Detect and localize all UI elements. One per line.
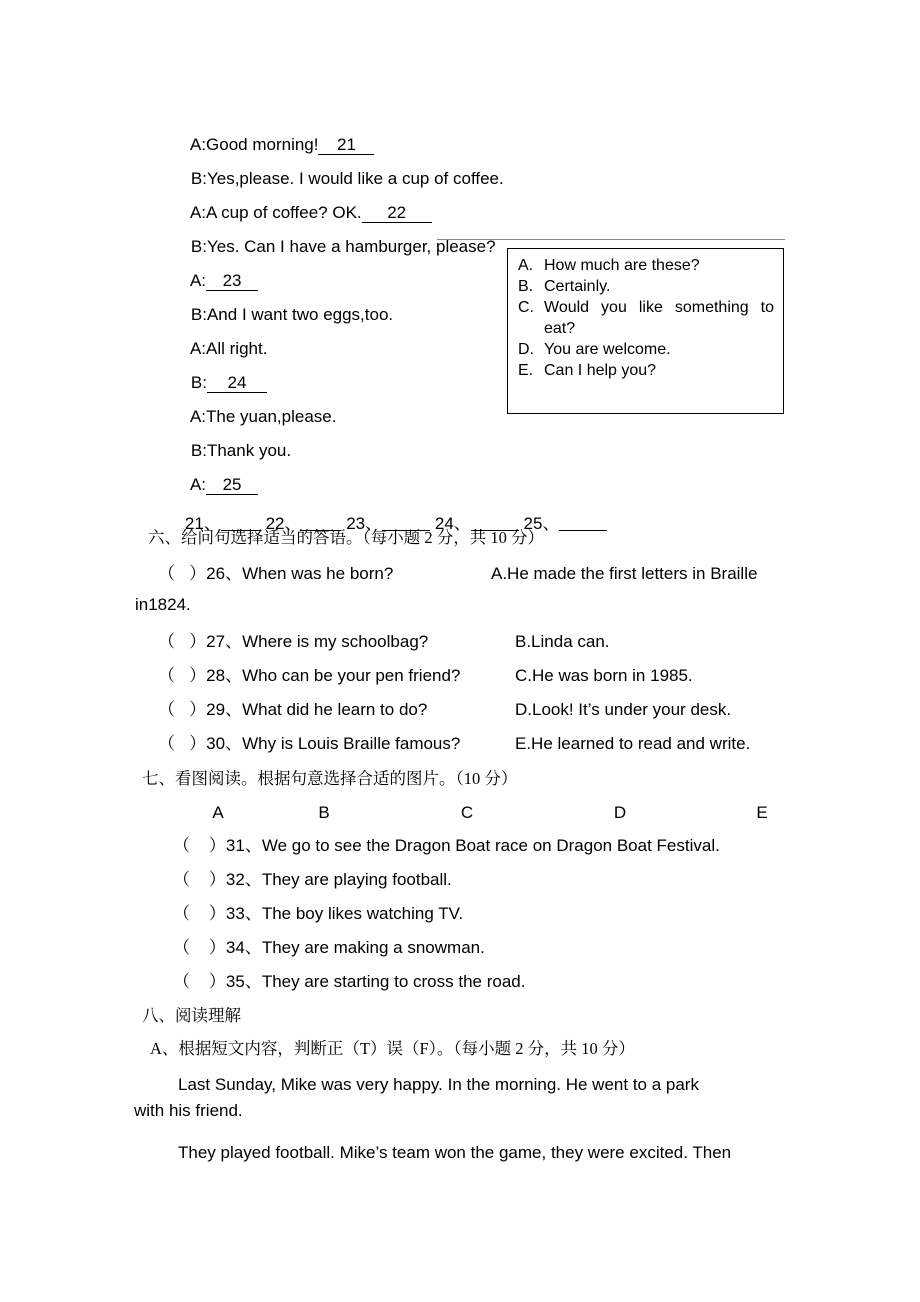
- question-32-text: They are playing football.: [261, 870, 452, 889]
- picture-letter-c: C: [460, 803, 474, 822]
- question-33-bracket[interactable]: （ ）: [173, 904, 226, 923]
- dialogue-text: B:: [190, 373, 207, 392]
- question-31: [173, 837, 720, 855]
- question-27-num: 27、: [206, 632, 243, 651]
- answer-choice-d: D.Look! It’s under your desk.: [515, 700, 732, 719]
- question-33: [173, 905, 463, 923]
- option-a[interactable]: [518, 257, 700, 275]
- passage-para1-line2: with his friend.: [134, 1101, 243, 1120]
- question-33-text: The boy likes watching TV.: [261, 904, 464, 923]
- question-26: [158, 565, 393, 583]
- dialogue-text: B:Yes,please. I would like a cup of coffee.: [190, 169, 504, 188]
- dialogue-text: B:Thank you.: [190, 441, 292, 460]
- question-28-text: Who can be your pen friend?: [242, 666, 461, 685]
- question-30-bracket[interactable]: （ ）: [158, 734, 207, 753]
- question-33-num: 33、: [225, 904, 262, 923]
- options-box: [507, 248, 784, 414]
- question-35-bracket[interactable]: （ ）: [173, 972, 226, 991]
- answer-choice-a-wrap: in1824.: [135, 595, 191, 614]
- dialogue-blank-24[interactable]: 24: [207, 374, 267, 393]
- picture-letter-d: D: [613, 803, 627, 822]
- passage-para2-line1: They played football. Mike’s team won the game, they were excited. Then: [178, 1143, 732, 1162]
- dialogue-blank-23[interactable]: 23: [206, 272, 258, 291]
- option-d-label: D.: [518, 341, 534, 358]
- question-31-text: We go to see the Dragon Boat race on Dragon Boat Festival.: [261, 836, 720, 855]
- question-34-text: They are making a snowman.: [261, 938, 485, 957]
- question-26-bracket[interactable]: （ ）: [158, 564, 207, 583]
- question-34-num: 34、: [225, 938, 262, 957]
- answer-choice-c: C.He was born in 1985.: [515, 666, 693, 685]
- option-a-label: A.: [518, 257, 534, 274]
- question-28-num: 28、: [206, 666, 243, 685]
- question-32: [173, 871, 452, 889]
- picture-letter-b: B: [318, 803, 330, 822]
- option-e[interactable]: [518, 362, 656, 380]
- answer-blank-25[interactable]: [559, 516, 607, 531]
- option-b-text: Certainly.: [544, 278, 611, 295]
- question-26-text: When was he born?: [242, 564, 394, 583]
- answer-num-22: 22、: [265, 514, 302, 533]
- stray-underline: [437, 239, 785, 240]
- section-six-heading: 六、给问句选择适当的答语。（每小题 2 分，共 10 分）: [148, 528, 544, 547]
- dialogue-text: A:The yuan,please.: [189, 407, 337, 426]
- dialogue-text: B:Yes. Can I have a hamburger, please?: [190, 237, 496, 256]
- question-29-bracket[interactable]: （ ）: [158, 700, 207, 719]
- question-27: [158, 633, 428, 651]
- dialogue-blank-22[interactable]: 22: [362, 204, 432, 223]
- question-32-bracket[interactable]: （ ）: [173, 870, 226, 889]
- answer-num-25: 25、: [523, 514, 560, 533]
- section-eight-heading: 八、阅读理解: [142, 1006, 241, 1025]
- question-30-num: 30、: [206, 734, 243, 753]
- option-a-text: How much are these?: [544, 257, 700, 274]
- question-29-num: 29、: [206, 700, 243, 719]
- option-c[interactable]: [518, 299, 544, 317]
- dialogue-text: A:: [189, 271, 207, 290]
- dialogue-text: A:: [189, 475, 207, 494]
- option-e-text: Can I help you?: [544, 362, 657, 379]
- passage-para1-line1: Last Sunday, Mike was very happy. In the morning. He went to a park: [178, 1075, 699, 1094]
- dialogue-text: A:Good morning!: [189, 135, 319, 154]
- picture-letter-e: E: [756, 803, 768, 822]
- question-29-text: What did he learn to do?: [242, 700, 428, 719]
- dialogue-blank-25[interactable]: 25: [206, 476, 258, 495]
- section-eight-subheading: A、根据短文内容，判断正（T）误（F）。（每小题 2 分，共 10 分）: [150, 1039, 635, 1058]
- option-d-text: You are welcome.: [544, 341, 671, 358]
- option-b[interactable]: [518, 278, 610, 296]
- question-30-text: Why is Louis Braille famous?: [242, 734, 461, 753]
- dialogue-text: A:All right.: [189, 339, 268, 358]
- question-31-bracket[interactable]: （ ）: [173, 836, 226, 855]
- question-28: [158, 667, 460, 685]
- question-35-num: 35、: [225, 972, 262, 991]
- answer-choice-b: B.Linda can.: [515, 632, 610, 651]
- dialogue-text: A:A cup of coffee? OK.: [189, 203, 362, 222]
- option-c-text-line1: Would you like something to: [544, 299, 774, 316]
- section-seven-heading: 七、看图阅读。根据句意选择合适的图片。（10 分）: [142, 769, 518, 788]
- answer-num-21: 21、: [184, 514, 221, 533]
- picture-letter-a: A: [212, 803, 224, 822]
- question-34-bracket[interactable]: （ ）: [173, 938, 226, 957]
- dialogue-text: B:And I want two eggs,too.: [190, 305, 394, 324]
- option-e-label: E.: [518, 362, 534, 379]
- question-27-bracket[interactable]: （ ）: [158, 632, 207, 651]
- option-c-label: C.: [518, 299, 534, 316]
- dialogue-blank-21[interactable]: 21: [318, 136, 374, 155]
- answer-num-24: 24、: [434, 514, 471, 533]
- question-28-bracket[interactable]: （ ）: [158, 666, 207, 685]
- option-b-label: B.: [518, 278, 534, 295]
- answer-num-23: 23、: [346, 514, 383, 533]
- question-32-num: 32、: [225, 870, 262, 889]
- question-30: [158, 735, 460, 753]
- question-34: [173, 939, 485, 957]
- option-d[interactable]: [518, 341, 671, 359]
- answer-choice-e: E.He learned to read and write.: [515, 734, 751, 753]
- option-c-text-line2: eat?: [544, 320, 576, 337]
- question-35: [173, 973, 525, 991]
- question-27-text: Where is my schoolbag?: [242, 632, 429, 651]
- question-35-text: They are starting to cross the road.: [261, 972, 526, 991]
- answer-choice-a: A.He made the first letters in Braille: [491, 564, 758, 583]
- question-29: [158, 701, 427, 719]
- question-26-num: 26、: [206, 564, 243, 583]
- question-31-num: 31、: [225, 836, 262, 855]
